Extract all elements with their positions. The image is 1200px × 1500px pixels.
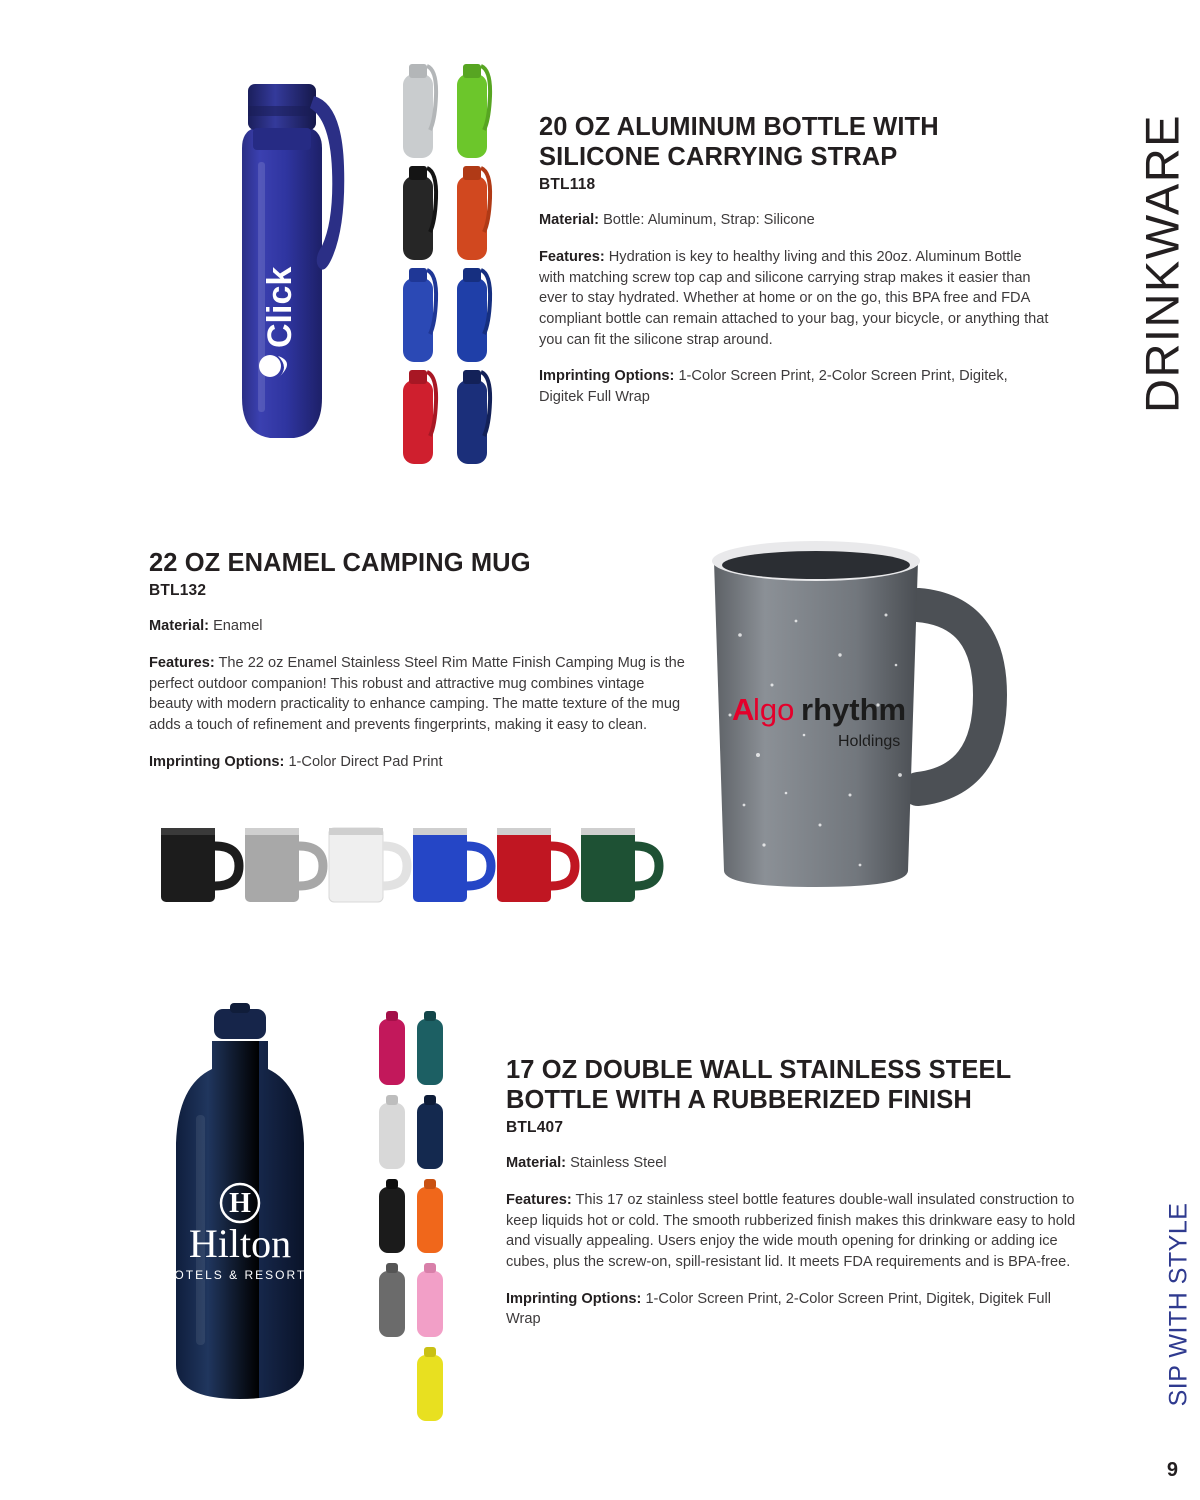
product-3-imprinting-label: Imprinting Options: [506,1290,642,1307]
svg-text:A: A [732,692,755,727]
svg-text:H: H [229,1188,251,1219]
product-3-features-value: This 17 oz stainless steel bottle features double-wall insulated construction to keep liquids hot or cold. The smooth rubberized finish makes this drinkware easy to hold and visually appealing. Users enjoy the wide mouth opening for drinking or adding ice cubes, plus the screw-on, spill-resistant lid. It meets FDA requirements and is BPA-free. [506,1191,1076,1271]
product-1-imprinting-label: Imprinting Options: [539,368,675,385]
product-2-imprinting-label: Imprinting Options: [149,753,285,770]
product-3-imprinting-value: 1-Color Screen Print, 2-Color Screen Print, Digitek, Digitek Full Wrap [506,1290,1051,1328]
section-tagline: SIP WITH STYLE [1164,1202,1193,1407]
svg-text:Holdings: Holdings [838,733,901,750]
svg-text:Hilton: Hilton [188,1221,292,1266]
svg-text:rhythm: rhythm [801,692,907,727]
product-2-imprinting-value: 1-Color Direct Pad Print [284,753,443,770]
product-2-features [149,653,689,736]
product-2-features-value: The 22 oz Enamel Stainless Steel Rim Matte Finish Camping Mug is the perfect outdoor companion! This robust and attractive mug combines vintage beauty with modern practicality to enhance camping. The matte texture of the mug adds a touch of refinement and prevents fingerprints, making it easy to clean. [149,654,685,733]
product-2-material-value: Enamel [209,618,263,635]
product-3-title: 17 OZ DOUBLE WALL STAINLESS STEEL BOTTLE WITH A RUBBERIZED FINISH [506,1056,1011,1115]
product-2-material [149,616,689,637]
product-1-features-value: Hydration is key to healthy living and this 20oz. Aluminum Bottle with matching screw top cap and silicone carrying strap makes it easier than ever to stay hydrated. Whether at home or on the go, this BPA free and FDA compliant bottle can remain attached to your bag, your bicycle, or anything that you can fit the silicone strap around. [539,248,1049,348]
product-1-sku: BTL118 [539,176,596,194]
product-3-material [506,1153,1076,1174]
product-3-features-label: Features: [506,1191,572,1208]
product-2-details [149,548,689,772]
product-1-details [539,112,1049,408]
product-3-features [506,1190,1076,1273]
product-1-imprinting-value: 1-Color Screen Print, 2-Color Screen Print, Digitek, Digitek Full Wrap [539,368,1008,406]
product-2-title: 22 OZ ENAMEL CAMPING MUG [149,549,531,577]
product-3-sku: BTL407 [506,1119,564,1137]
product-3-hero-image [160,995,340,1415]
product-1-material-value: Bottle: Aluminum, Strap: Silicone [599,212,815,229]
product-1-hero-image [222,62,372,472]
product-1-title: 20 OZ ALUMINUM BOTTLE WITH SILICONE CARRYING STRAP [539,113,939,172]
svg-text:Click: Click [260,266,299,348]
category-title: DRINKWARE [1135,114,1189,413]
product-2-features-label: Features: [149,654,215,671]
product-1-features [539,247,1049,351]
product-1-material [539,210,1049,231]
product-1-features-label: Features: [539,248,605,265]
svg-text:HOTELS & RESORTS: HOTELS & RESORTS [163,1268,317,1282]
product-2-sku: BTL132 [149,582,207,600]
svg-text:lgo: lgo [753,692,795,727]
product-3-material-value: Stainless Steel [566,1155,667,1172]
product-1-imprinting [539,366,1049,407]
product-3-color-swatches [375,1005,455,1420]
product-2-imprinting [149,752,689,773]
product-1-color-swatches [395,62,500,462]
product-2-material-label: Material: [149,618,210,635]
page-number: 9 [1166,1459,1178,1481]
product-1-material-label: Material: [539,212,600,229]
product-2-color-swatches [155,812,675,912]
product-3-details [506,1055,1076,1330]
product-2-hero-image [700,525,1020,905]
product-3-material-label: Material: [506,1155,567,1172]
side-rail [1090,0,1200,1500]
product-3-imprinting [506,1289,1076,1330]
